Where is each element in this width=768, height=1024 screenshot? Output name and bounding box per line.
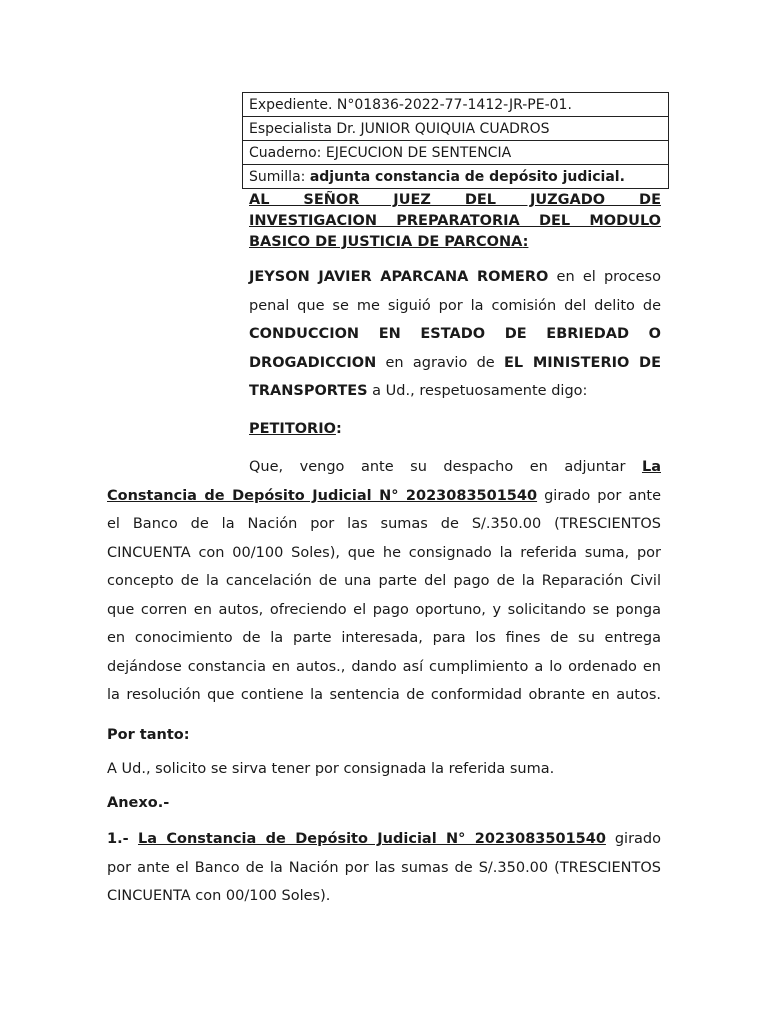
addressee-block <box>249 190 661 253</box>
intro-paragraph <box>249 263 661 406</box>
body-line-7: en conocimiento de la parte interesada, para los fines de su entrega <box>107 630 661 646</box>
anexo-line-1: 1.- La Constancia de Depósito Judicial N° 2023083501540 girado <box>107 831 662 847</box>
expediente-cell: Expediente. N°01836-2022-77-1412-JR-PE-01. <box>243 93 669 117</box>
anexo-deposit-reference: La Constancia de Depósito Judicial N° 2023083501540 <box>137 831 606 847</box>
intro-line-4: DROGADICCION en agravio de EL MINISTERIO DE <box>249 354 661 371</box>
anexo-line-3: CINCUENTA con 00/100 Soles). <box>107 888 331 904</box>
body-line-3: el Banco de la Nación por las sumas de S/.350.00 (TRESCIENTOS <box>107 516 661 532</box>
intro-line-1: JEYSON JAVIER APARCANA ROMERO en el proceso <box>249 269 661 285</box>
request-line: A Ud., solicito se sirva tener por consignada la referida suma. <box>107 761 555 777</box>
petitorio-heading: PETITORIO: <box>249 421 342 437</box>
crime-name: CONDUCCION EN ESTADO DE EBRIEDAD O <box>249 326 661 342</box>
body-line-2: Constancia de Depósito Judicial N° 2023083501540 girado por ante <box>107 487 661 504</box>
anexo-item-1 <box>107 825 661 911</box>
deposit-reference: Constancia de Depósito Judicial N° 2023083501540 <box>107 487 538 504</box>
anexo-line-2: por ante el Banco de la Nación por las sumas de S/.350.00 (TRESCIENTOS <box>107 859 661 876</box>
intro-line-5: TRANSPORTES a Ud., respetuosamente digo: <box>249 383 588 399</box>
sumilla-label: Sumilla: <box>249 168 310 185</box>
cuaderno-cell: Cuaderno: EJECUCION DE SENTENCIA <box>243 141 669 165</box>
addressee-court: BASICO DE JUSTICIA DE PARCONA <box>249 234 523 250</box>
aggrieved-party: EL MINISTERIO DE <box>504 354 661 371</box>
intro-line-3 <box>249 320 661 349</box>
petition-body <box>107 453 661 710</box>
anexo-heading: Anexo.- <box>107 795 170 811</box>
body-line-6: que corren en autos, ofreciendo el pago oportuno, y solicitando se ponga <box>107 601 661 618</box>
body-line-4: CINCUENTA con 00/100 Soles), que he consignado la referida suma, por <box>107 544 661 561</box>
body-line-8: dejándose constancia en autos., dando así cumplimiento a lo ordenado en <box>107 658 661 675</box>
body-line-5: concepto de la cancelación de una parte del pago de la Reparación Civil <box>107 573 661 589</box>
por-tanto-heading: Por tanto: <box>107 727 190 743</box>
especialista-cell: Especialista Dr. JUNIOR QUIQUIA CUADROS <box>243 117 669 141</box>
body-line-1: Que, vengo ante su despacho en adjuntar La <box>249 459 661 475</box>
case-header-table <box>242 92 669 189</box>
petitioner-name: JEYSON JAVIER APARCANA ROMERO <box>249 269 549 285</box>
sumilla-cell <box>243 165 669 189</box>
addressee-line-2: INVESTIGACION PREPARATORIA DEL MODULO <box>249 213 661 229</box>
sumilla-text: adjunta constancia de depósito judicial. <box>309 168 625 185</box>
intro-line-2: penal que se me siguió por la comisión del delito de <box>249 297 661 314</box>
body-line-9: la resolución que contiene la sentencia de conformidad obrante en autos. <box>107 687 661 703</box>
addressee-colon: : <box>522 234 529 250</box>
addressee-line-3 <box>249 232 661 253</box>
addressee-line-1: AL SEÑOR JUEZ DEL JUZGADO DE <box>249 192 661 208</box>
